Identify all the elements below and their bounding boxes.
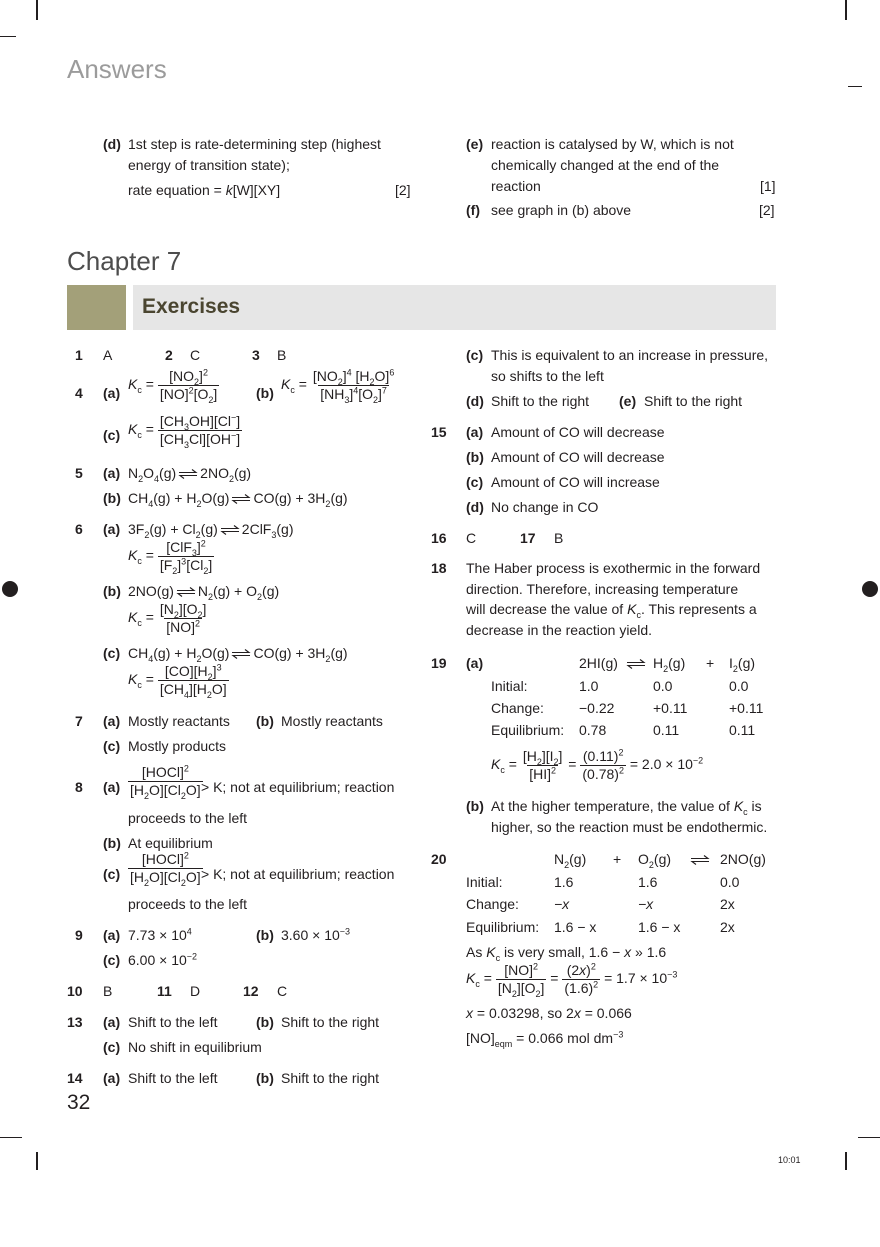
answer: C (277, 983, 288, 999)
label: (b) (256, 1070, 274, 1086)
equilibrium-arrow (688, 851, 712, 867)
label: (d) (103, 136, 121, 152)
equilibrium-arrow (624, 655, 648, 671)
reaction-equation: $N_2O_4(g)$ $2NO_2(g)$ (128, 465, 252, 484)
question-number: 16 (431, 530, 447, 546)
reaction-equation: 2HI(g) (579, 655, 618, 671)
label: (c) (103, 1039, 121, 1055)
answer: The Haber process is exothermic in the forward (466, 560, 761, 576)
reaction-equation: 2NO(g) $N_2(g) + O_2(g)$ (128, 583, 280, 602)
crop-mark (845, 1152, 847, 1170)
label: (a) (103, 779, 121, 795)
label: (b) (103, 583, 121, 599)
label: (b) (256, 713, 274, 729)
question-number: 6 (75, 521, 83, 537)
table-cell: 0.0 (720, 874, 740, 890)
reaction-equation: $CH_4(g) + H_2O(g) CO(g) + 3H_2(g)$ (128, 490, 348, 509)
label: (a) (103, 1014, 121, 1030)
label: (b) (103, 490, 121, 506)
answer: Mostly reactants (128, 713, 230, 729)
answer: Shift to the right (281, 1014, 380, 1030)
answer: > K; not at equilibrium; reaction (201, 779, 395, 795)
question-number: 4 (75, 385, 83, 401)
answer: Amount of CO will decrease (491, 449, 665, 465)
table-cell: +0.11 (729, 700, 764, 716)
equilibrium-expression: $K_c$ = $\frac{[CH_3OH][Cl^-]}{[CH_3Cl][OH^-]}$ (128, 412, 241, 450)
reaction-equation: $N_2(g)$ (554, 851, 587, 870)
label: (a) (103, 1070, 121, 1086)
answer: B (103, 983, 113, 999)
label: (e) (466, 136, 484, 152)
label: (a) (466, 655, 484, 671)
answer: This is equivalent to an increase in pressure, (491, 347, 769, 363)
table-cell: −x (638, 896, 654, 912)
equilibrium-expression: $K_c$ = $\frac{[NO_2]^2}{[NO]^2[O_2]}$ (128, 367, 218, 405)
table-cell: +0.11 (653, 700, 688, 716)
answer: C (466, 530, 477, 546)
crop-mark (848, 86, 862, 87)
table-cell: 2x (720, 896, 735, 912)
reaction-equation: $O_2(g)$ (638, 851, 672, 870)
answer: D (190, 983, 201, 999)
question-number: 2 (165, 347, 173, 363)
crop-mark (36, 0, 38, 20)
label: (c) (103, 645, 121, 661)
answer: B (554, 530, 564, 546)
answer: No shift in equilibrium (128, 1039, 262, 1055)
banner-title: Exercises (142, 295, 241, 318)
crop-mark (36, 1152, 38, 1170)
table-cell: 2x (720, 919, 735, 935)
plus-sign: + (706, 655, 715, 671)
question-number: 14 (67, 1070, 83, 1086)
row-label: Change: (466, 896, 519, 912)
table-cell: 1.6 − x (638, 919, 681, 935)
answer: Shift to the left (128, 1070, 218, 1086)
crop-mark (845, 0, 847, 20)
label: (e) (619, 393, 637, 409)
table-cell: 0.0 (653, 678, 673, 694)
answer: A (103, 347, 113, 363)
answer: > K; not at equilibrium; reaction (201, 866, 395, 882)
question-number: 5 (75, 465, 83, 481)
question-number: 13 (67, 1014, 83, 1030)
answer: $7.73 \times 10^4$ (128, 926, 192, 943)
answer: will decrease the value of $K_c$. This represents a (466, 601, 757, 620)
table-cell: 0.11 (729, 722, 756, 738)
label: (b) (466, 449, 484, 465)
banner-square (67, 285, 126, 330)
answer: Shift to the right (491, 393, 590, 409)
label: (a) (466, 424, 484, 440)
answer: Mostly products (128, 738, 227, 754)
marks: [1] (760, 178, 776, 194)
reaction-quotient: $\frac{[HOCl]^2}{[H_2O][Cl_2O]}$ (130, 850, 201, 888)
answer: direction. Therefore, increasing temperature (466, 581, 739, 597)
equilibrium-expression: $K_c$ = $\frac{[N_2][O_2]}{[NO]^2}$ (128, 601, 207, 635)
label: (b) (256, 1014, 274, 1030)
text-line: reaction (491, 178, 541, 194)
page-number: 32 (67, 1091, 91, 1114)
answer: No change in CO (491, 499, 599, 515)
table-cell: 0.11 (653, 722, 680, 738)
question-number: 20 (431, 851, 447, 867)
answer: $3.60 \times 10^{-3}$ (281, 926, 351, 943)
approximation: As $K_c$ is very small, 1.6 − x » 1.6 (466, 944, 667, 963)
answer: Shift to the left (128, 1014, 218, 1030)
table-cell: 0.78 (579, 722, 607, 738)
text-line: 1st step is rate-determining step (highest (128, 136, 381, 152)
answer: At equilibrium (128, 835, 213, 851)
text-line: see graph in (b) above (491, 202, 632, 218)
row-label: Equilibrium: (466, 919, 540, 935)
row-label: Initial: (466, 874, 503, 890)
question-number: 12 (243, 983, 259, 999)
label: (b) (103, 835, 121, 851)
answer: Amount of CO will decrease (491, 424, 665, 440)
equilibrium-expression: $K_c$ = $\frac{[ClF_3]^2}{[F_2]^3[Cl_2]}$ (128, 538, 213, 576)
question-number: 8 (75, 779, 83, 795)
answer: C (190, 347, 201, 363)
answer: proceeds to the left (128, 810, 248, 826)
label: (c) (103, 738, 121, 754)
crop-mark (0, 36, 16, 37)
text-line: energy of transition state); (128, 157, 290, 173)
marks: [2] (759, 202, 775, 218)
answer: Mostly reactants (281, 713, 383, 729)
answer: decrease in the reaction yield. (466, 622, 652, 638)
label: (d) (466, 499, 484, 515)
reaction-equation: $I_2(g)$ (729, 655, 756, 674)
kc-calculation: $K_c$ = $\frac{[NO]^2}{[N_2][O_2]}$ = $\frac{(2x)^2}{(1.6)^2}$ = $1.7 \times 10^{-3}$ (466, 961, 678, 999)
label: (c) (103, 952, 121, 968)
question-number: 17 (520, 530, 536, 546)
answer: At the higher temperature, the value of $K_c$ is (491, 798, 762, 817)
label: (b) (256, 385, 274, 401)
row-label: Initial: (491, 678, 528, 694)
label: (f) (466, 202, 480, 218)
plus-sign: + (613, 851, 622, 867)
question-number: 10 (67, 983, 83, 999)
reaction-equation: 2NO(g) (720, 851, 766, 867)
reaction-equation: $CH_4(g) + H_2O(g) CO(g) + 3H_2(g)$ (128, 645, 348, 664)
question-number: 15 (431, 424, 447, 440)
table-cell: 1.6 (554, 874, 574, 890)
answer: Shift to the right (644, 393, 743, 409)
crop-mark (0, 1137, 22, 1138)
answer: Shift to the right (281, 1070, 380, 1086)
row-label: Change: (491, 700, 544, 716)
text-line: reaction is catalysed by W, which is not (491, 136, 734, 152)
table-cell: 1.0 (579, 678, 599, 694)
answer: x = 0.03298, so 2x = 0.066 (466, 1005, 632, 1021)
answer: higher, so the reaction must be endothermic. (491, 819, 768, 835)
label: (a) (103, 465, 121, 481)
label: (a) (103, 713, 121, 729)
row-label: Equilibrium: (491, 722, 565, 738)
answer: $6.00 \times 10^{-2}$ (128, 951, 198, 968)
table-cell: 0.0 (729, 678, 749, 694)
answer: B (277, 347, 287, 363)
kc-calculation: $K_c$ = $\frac{[H_2][I_2]}{[HI]^2}$ = $\frac{(0.11)^2}{(0.78)^2}$ = $2.0 \times 10^{-2}$ (491, 747, 704, 782)
section-heading: Answers (67, 54, 167, 84)
answer: proceeds to the left (128, 896, 248, 912)
equilibrium-expression: $K_c$ = $\frac{[CO][H_2]^3}{[CH_4][H_2O]}$ (128, 662, 227, 700)
table-cell: −x (554, 896, 570, 912)
reaction-equation: $3F_2(g) + Cl_2(g)$ 2ClF$_3$(g) (128, 521, 294, 540)
reaction-quotient: $\frac{[HOCl]^2}{[H_2O][Cl_2O]}$ (130, 763, 201, 801)
table-cell: 1.6 (638, 874, 658, 890)
crop-mark (858, 1137, 880, 1138)
label: (a) (103, 385, 121, 401)
question-number: 18 (431, 560, 447, 576)
text-line: chemically changed at the end of the (491, 157, 720, 173)
question-number: 9 (75, 927, 83, 943)
answer: Amount of CO will increase (491, 474, 660, 490)
question-number: 19 (431, 655, 447, 671)
label: (c) (103, 427, 121, 443)
label: (b) (256, 927, 274, 943)
question-number: 7 (75, 713, 83, 729)
rate-equation: rate equation = k[W][XY] (128, 182, 281, 198)
reaction-equation: $H_2(g)$ (653, 655, 686, 674)
label: (a) (103, 927, 121, 943)
marks: [2] (395, 182, 411, 198)
registration-mark-left (2, 581, 18, 597)
equilibrium-expression: $K_c$ = $\frac{[NO_2]^4 [H_2O]^6}{[NH_3]^4[O_2]^7}$ (281, 367, 395, 405)
table-cell: 1.6 − x (554, 919, 597, 935)
answer: $[NO]_{eqm} = 0.066$ mol $dm^{-3}$ (466, 1029, 624, 1049)
chapter-title: Chapter 7 (67, 246, 182, 276)
question-number: 3 (252, 347, 260, 363)
label: (c) (466, 347, 484, 363)
table-cell: −0.22 (579, 700, 615, 716)
answer: so shifts to the left (491, 368, 604, 384)
footer-time: 10:01 (778, 1155, 801, 1165)
label: (c) (466, 474, 484, 490)
question-number: 1 (75, 347, 83, 363)
label: (a) (103, 521, 121, 537)
label: (d) (466, 393, 484, 409)
question-number: 11 (157, 983, 172, 999)
registration-mark-right (862, 581, 878, 597)
label: (b) (466, 798, 484, 814)
label: (c) (103, 866, 121, 882)
